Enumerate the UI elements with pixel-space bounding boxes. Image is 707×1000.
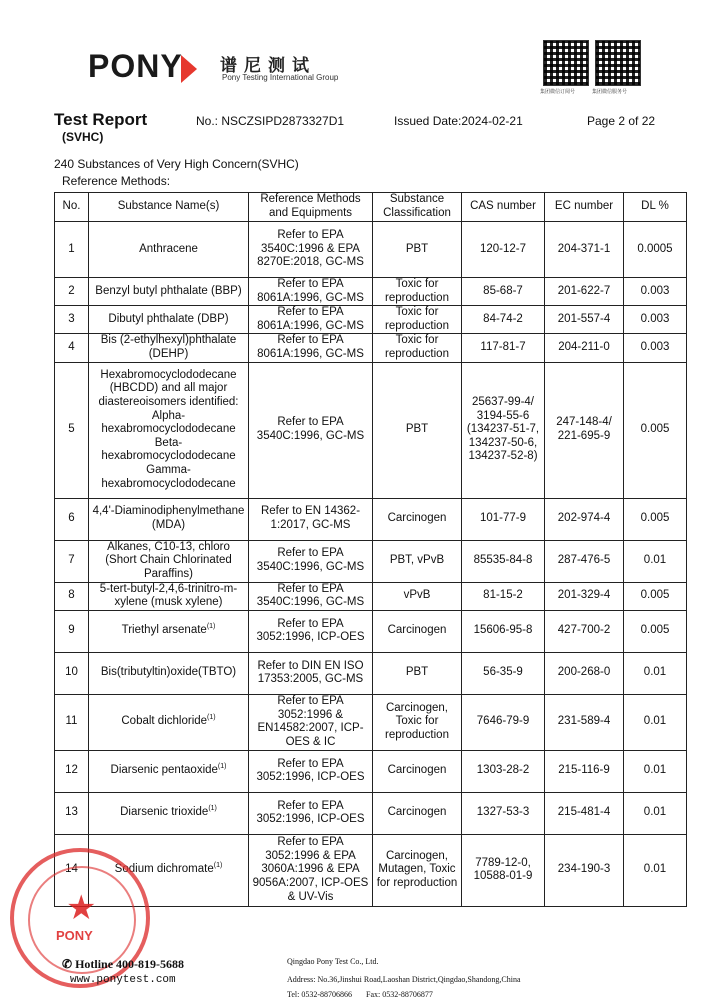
cell-classification	[373, 750, 462, 792]
cell-method	[249, 498, 373, 540]
cell-no-text: 9	[68, 624, 75, 637]
cell-cas-text: 7646-79-9	[476, 715, 530, 728]
table-row	[55, 362, 687, 498]
cell-no-text: 5	[68, 423, 75, 436]
cell-name	[89, 694, 249, 750]
cell-no	[55, 750, 89, 792]
cell-name	[89, 306, 249, 334]
cell-method-text: Refer to EPA 8061A:1996, GC-MS	[257, 334, 364, 360]
table-header-row	[55, 193, 687, 222]
cell-classification	[373, 610, 462, 652]
cell-cas-text: 25637-99-4/ 3194-55-6 (134237-51-7, 134237-50-6, 134237-52-8)	[466, 396, 540, 463]
seal-star-icon: ★	[66, 889, 97, 927]
cell-name-text: Alkanes, C10-13, chloro (Short Chain Chlorinated Paraffins)	[105, 540, 232, 580]
brand-name: PONY	[88, 48, 183, 84]
cell-classification-text: PBT	[405, 666, 429, 679]
cell-method-text: Refer to EPA 3052:1996, ICP-OES	[256, 617, 365, 644]
cell-dl	[624, 694, 687, 750]
cell-name	[89, 652, 249, 694]
cell-classification-text: Carcinogen, Mutagen, Toxic for reproduction	[376, 849, 458, 890]
cell-no	[55, 306, 89, 334]
table-row	[55, 582, 687, 610]
cell-dl	[624, 582, 687, 610]
cell-method	[249, 540, 373, 582]
table-row	[55, 222, 687, 278]
cell-cas	[462, 498, 545, 540]
cell-cas-text: 120-12-7	[479, 242, 527, 255]
cell-cas	[462, 694, 545, 750]
page-indicator: Page 2 of 22	[587, 114, 656, 128]
cell-ec	[545, 834, 624, 906]
company-address: Address: No.36,Jinshui Road,Laoshan District,Qingdao,Shandong,China	[287, 975, 521, 984]
cell-name	[89, 582, 249, 610]
cell-name-text: Anthracene	[139, 242, 198, 255]
cell-classification-text: PBT	[405, 423, 429, 436]
col-header-ec: EC number	[545, 193, 624, 222]
cell-ec	[545, 540, 624, 582]
cell-name	[89, 540, 249, 582]
table-row	[55, 792, 687, 834]
cell-dl	[624, 222, 687, 278]
cell-method	[249, 750, 373, 792]
cell-ec-text: 200-268-0	[557, 666, 611, 679]
cell-name	[89, 834, 249, 906]
cell-cas	[462, 834, 545, 906]
website-link[interactable]: www.ponytest.com	[70, 974, 176, 986]
svhc-table	[54, 192, 687, 907]
cell-no	[55, 334, 89, 362]
table-row	[55, 540, 687, 582]
cell-method	[249, 362, 373, 498]
cell-method-text: Refer to DIN EN ISO 17353:2005, GC-MS	[257, 659, 364, 686]
cell-no-text: 2	[68, 284, 75, 297]
cell-method	[249, 610, 373, 652]
report-title: Test Report	[54, 110, 148, 129]
cell-classification	[373, 306, 462, 334]
cell-name-text: Bis(tributyltin)oxide(TBTO)	[100, 666, 237, 679]
cell-cas-text: 7789-12-0, 10588-01-9	[473, 856, 533, 883]
cell-no	[55, 362, 89, 498]
cell-ec-text: 234-190-3	[557, 863, 611, 876]
cell-no-text: 3	[68, 312, 75, 325]
cell-no	[55, 582, 89, 610]
cell-cas	[462, 610, 545, 652]
cell-ec-text: 427-700-2	[557, 624, 611, 637]
cell-method	[249, 694, 373, 750]
cell-dl-text: 0.003	[640, 284, 670, 297]
cell-no	[55, 540, 89, 582]
cell-dl	[624, 750, 687, 792]
cell-dl	[624, 334, 687, 362]
cell-ec	[545, 792, 624, 834]
cell-cas-text: 117-81-7	[480, 341, 526, 354]
cell-ec-text: 204-371-1	[557, 242, 611, 255]
reference-methods-label: Reference Methods:	[62, 174, 171, 188]
cell-dl-text: 0.005	[640, 624, 670, 637]
cell-method-text: Refer to EN 14362-1:2017, GC-MS	[260, 505, 361, 532]
cell-cas-text: 1327-53-3	[476, 806, 530, 819]
cell-cas-text: 1303-28-2	[476, 764, 530, 777]
cell-method	[249, 652, 373, 694]
cell-method	[249, 582, 373, 610]
col-header-no: No.	[55, 193, 89, 222]
cell-name-text: Hexabromocyclododecane (HBCDD) and all major diastereoisomers identified: Alpha-hexabromocyclododecane Beta-hexabromocyclododecane Gamma-hexabromocyclododecane	[98, 368, 239, 490]
cell-classification	[373, 582, 462, 610]
cell-dl-text: 0.003	[640, 341, 670, 354]
cell-name-text: Benzyl butyl phthalate (BBP)	[95, 284, 242, 297]
cell-dl-text: 0.01	[643, 863, 667, 876]
cell-method-text: Refer to EPA 3052:1996, ICP-OES	[256, 757, 365, 784]
cell-method-text: Refer to EPA 8061A:1996, GC-MS	[257, 278, 364, 304]
cell-dl-text: 0.005	[640, 423, 670, 436]
report-number: No.: NSCZSIPD2873327D1	[196, 114, 345, 128]
col-header-dl: DL %	[624, 193, 687, 222]
cell-method-text: Refer to EPA 3540C:1996, GC-MS	[256, 547, 365, 574]
cell-method-text: Refer to EPA 3540C:1996 & EPA 8270E:2018, GC-MS	[257, 229, 364, 269]
cell-name	[89, 222, 249, 278]
cell-name	[89, 792, 249, 834]
cell-ec-text: 247-148-4/ 221-695-9	[556, 416, 612, 443]
cell-cas-text: 85535-84-8	[473, 554, 533, 567]
qr-code-icon	[543, 40, 589, 86]
cell-no	[55, 498, 89, 540]
cell-classification-text: Carcinogen	[387, 624, 447, 637]
cell-cas-text: 85-68-7	[483, 284, 523, 297]
cell-name-text: Diarsenic pentaoxide	[110, 764, 218, 777]
cell-dl-text: 0.003	[640, 312, 670, 325]
cell-classification-text: Carcinogen	[387, 764, 447, 777]
cell-method-text: Refer to EPA 3540C:1996, GC-MS	[256, 416, 365, 443]
cell-dl-text: 0.01	[643, 715, 667, 728]
company-contact	[287, 990, 433, 999]
hotline	[62, 957, 184, 972]
cell-classification-text: vPvB	[403, 589, 431, 602]
cell-name-text: Bis (2-ethylhexyl)phthalate (DEHP)	[100, 334, 237, 360]
cell-dl	[624, 834, 687, 906]
cell-dl	[624, 362, 687, 498]
col-header-method: Reference Methods and Equipments	[249, 193, 373, 222]
cell-dl-text: 0.01	[643, 764, 667, 777]
table-row	[55, 498, 687, 540]
footnote-mark: (1)	[213, 862, 223, 870]
cell-ec-text: 201-557-4	[557, 312, 611, 325]
cell-method-text: Refer to EPA 3540C:1996, GC-MS	[256, 582, 365, 609]
brand-logo	[88, 48, 197, 85]
cell-classification	[373, 278, 462, 306]
cell-classification	[373, 652, 462, 694]
cell-classification	[373, 222, 462, 278]
cell-dl	[624, 792, 687, 834]
col-header-classification: Substance Classification	[373, 193, 462, 222]
cell-ec	[545, 306, 624, 334]
cell-name-text: Sodium dichromate	[114, 863, 214, 876]
table-row	[55, 834, 687, 906]
cell-ec-text: 215-116-9	[558, 764, 610, 777]
cell-cas	[462, 582, 545, 610]
brand-name-cn: 谱尼测试	[220, 56, 316, 75]
cell-method	[249, 334, 373, 362]
cell-no	[55, 278, 89, 306]
cell-no-text: 14	[65, 863, 78, 876]
cell-cas-text: 56-35-9	[483, 666, 523, 679]
fax-number: Fax: 0532-88706877	[366, 990, 433, 999]
cell-no-text: 4	[68, 341, 75, 354]
brand-name-en: Pony Testing International Group	[222, 73, 339, 82]
cell-dl	[624, 278, 687, 306]
cell-method	[249, 222, 373, 278]
cell-no-text: 1	[68, 242, 75, 255]
footnote-mark: (1)	[217, 763, 227, 771]
cell-cas-text: 81-15-2	[483, 589, 523, 602]
footnote-mark: (1)	[207, 714, 216, 722]
cell-name	[89, 498, 249, 540]
cell-classification	[373, 498, 462, 540]
cell-classification	[373, 694, 462, 750]
cell-dl	[624, 540, 687, 582]
cell-classification	[373, 540, 462, 582]
brand-triangle-icon	[181, 55, 197, 83]
cell-method-text: Refer to EPA 8061A:1996, GC-MS	[257, 306, 364, 332]
cell-classification	[373, 362, 462, 498]
cell-cas	[462, 222, 545, 278]
cell-cas	[462, 334, 545, 362]
cell-dl-text: 0.01	[643, 554, 667, 567]
cell-ec	[545, 334, 624, 362]
cell-dl-text: 0.01	[643, 666, 667, 679]
cell-name	[89, 278, 249, 306]
cell-classification	[373, 792, 462, 834]
cell-dl-text: 0.005	[640, 512, 670, 525]
cell-ec	[545, 694, 624, 750]
cell-no	[55, 792, 89, 834]
cell-no-text: 8	[68, 589, 75, 602]
table-row	[55, 694, 687, 750]
cell-no	[55, 652, 89, 694]
qr-caption: 集团微信服务号	[592, 89, 628, 95]
cell-dl-text: 0.0005	[637, 242, 673, 255]
section-title: 240 Substances of Very High Concern(SVHC)	[54, 157, 299, 171]
footnote-mark: (1)	[206, 623, 216, 631]
cell-no	[55, 222, 89, 278]
cell-name-text: Cobalt dichloride	[121, 715, 208, 728]
cell-classification-text: Carcinogen	[387, 806, 447, 819]
cell-cas	[462, 278, 545, 306]
cell-name	[89, 750, 249, 792]
cell-name	[89, 610, 249, 652]
cell-dl	[624, 498, 687, 540]
cell-name	[89, 334, 249, 362]
cell-classification-text: PBT, vPvB	[389, 554, 445, 567]
cell-name-text: Dibutyl phthalate (DBP)	[108, 312, 229, 325]
cell-classification-text: Toxic for reproduction	[385, 306, 449, 332]
cell-no	[55, 610, 89, 652]
cell-cas	[462, 652, 545, 694]
cell-name-text: 5-tert-butyl-2,4,6-trinitro-m-xylene (musk xylene)	[99, 582, 238, 609]
hotline-text: Hotline 400-819-5688	[75, 957, 185, 971]
cell-name	[89, 362, 249, 498]
col-header-name: Substance Name(s)	[89, 193, 249, 222]
cell-cas	[462, 792, 545, 834]
qr-code-icon	[595, 40, 641, 86]
cell-ec-text: 204-211-0	[558, 341, 610, 354]
cell-ec-text: 201-622-7	[557, 284, 611, 297]
report-subtitle: (SVHC)	[62, 130, 104, 144]
cell-cas-text: 15606-95-8	[473, 624, 533, 637]
cell-no-text: 7	[68, 554, 75, 567]
table-row	[55, 334, 687, 362]
cell-classification-text: Toxic for reproduction	[385, 334, 449, 360]
table-row	[55, 610, 687, 652]
cell-method	[249, 278, 373, 306]
cell-ec-text: 201-329-4	[557, 589, 611, 602]
cell-ec-text: 287-476-5	[557, 554, 611, 567]
cell-cas	[462, 540, 545, 582]
cell-ec-text: 202-974-4	[557, 512, 611, 525]
cell-cas-text: 84-74-2	[483, 312, 523, 325]
table-row	[55, 750, 687, 792]
cell-classification	[373, 334, 462, 362]
cell-no-text: 11	[65, 715, 78, 728]
cell-no-text: 12	[65, 764, 78, 777]
table-row	[55, 306, 687, 334]
cell-classification	[373, 834, 462, 906]
footnote-mark: (1)	[208, 805, 217, 813]
company-name: Qingdao Pony Test Co., Ltd.	[287, 957, 379, 966]
cell-classification-text: Carcinogen	[387, 512, 447, 525]
seal-text: PONY	[56, 928, 93, 943]
table-row	[55, 278, 687, 306]
cell-no	[55, 834, 89, 906]
cell-cas	[462, 306, 545, 334]
cell-dl-text: 0.01	[643, 806, 667, 819]
cell-no-text: 13	[65, 806, 78, 819]
cell-ec	[545, 582, 624, 610]
tel-number: Tel: 0532-88706866	[287, 990, 352, 999]
cell-classification-text: Toxic for reproduction	[385, 278, 449, 304]
cell-method	[249, 834, 373, 906]
cell-cas-text: 101-77-9	[479, 512, 527, 525]
cell-classification-text: PBT	[405, 242, 429, 255]
cell-method-text: Refer to EPA 3052:1996 & EN14582:2007, ICP-OES & IC	[257, 695, 364, 748]
table-row	[55, 652, 687, 694]
phone-icon: ✆	[62, 957, 73, 971]
cell-ec	[545, 652, 624, 694]
cell-cas	[462, 362, 545, 498]
cell-cas	[462, 750, 545, 792]
qr-caption: 集团微信订阅号	[540, 89, 576, 95]
cell-method	[249, 792, 373, 834]
cell-classification-text: Carcinogen, Toxic for reproduction	[385, 701, 449, 742]
cell-name-text: 4,4'-Diaminodiphenylmethane (MDA)	[92, 505, 245, 532]
cell-no-text: 6	[68, 512, 75, 525]
col-header-cas: CAS number	[462, 193, 545, 222]
cell-ec-text: 231-589-4	[557, 715, 611, 728]
cell-ec	[545, 750, 624, 792]
cell-method-text: Refer to EPA 3052:1996 & EPA 3060A:1996 & EPA 9056A:2007, ICP-OES & UV-Vis	[252, 836, 369, 903]
cell-name-text: Diarsenic trioxide	[120, 806, 209, 819]
cell-dl-text: 0.005	[640, 589, 670, 602]
cell-ec	[545, 222, 624, 278]
cell-no-text: 10	[65, 666, 78, 679]
cell-dl	[624, 652, 687, 694]
cell-dl	[624, 306, 687, 334]
cell-dl	[624, 610, 687, 652]
cell-ec-text: 215-481-4	[557, 806, 611, 819]
cell-name-text: Triethyl arsenate	[121, 624, 207, 637]
cell-ec	[545, 498, 624, 540]
issued-date: Issued Date:2024-02-21	[394, 114, 523, 128]
cell-ec	[545, 610, 624, 652]
cell-method-text: Refer to EPA 3052:1996, ICP-OES	[256, 799, 365, 826]
cell-no	[55, 694, 89, 750]
cell-ec	[545, 278, 624, 306]
cell-ec	[545, 362, 624, 498]
cell-method	[249, 306, 373, 334]
